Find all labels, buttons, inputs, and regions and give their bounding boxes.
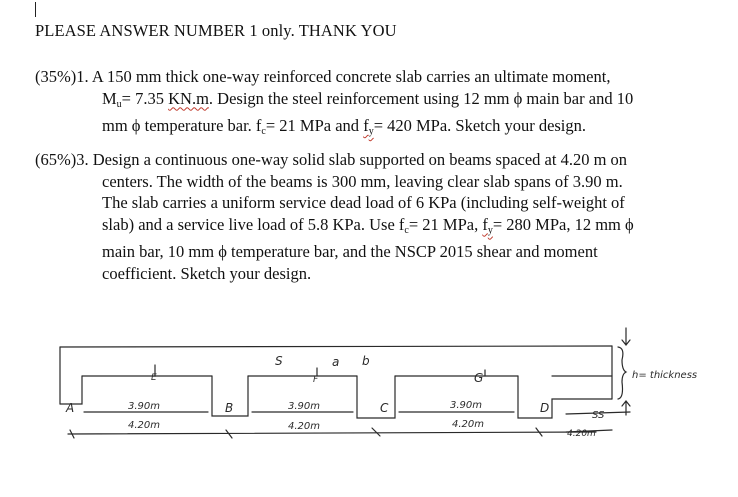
mid-label-e: E <box>151 373 157 383</box>
problem-3-line-3: The slab carries a uniform service dead load of 6 KPa (including self-weight of <box>102 193 625 212</box>
problem-3 <box>35 149 634 284</box>
fc-value-2: = 21 MPa, <box>408 214 483 234</box>
problem-3-line-4-rest: = 280 MPa, 12 mm ϕ <box>492 214 634 234</box>
clear-span-3: 3.90m <box>450 400 483 411</box>
fy-symbol: f <box>363 116 369 135</box>
top-label-a: a <box>332 355 340 369</box>
fc-value: = 21 MPa and <box>265 116 364 135</box>
fy-subscript: y <box>368 126 374 137</box>
center-span-1: 4.20m <box>128 420 161 431</box>
problem-1-line-2-rest: . Design the steel reinforcement using 12 mm ϕ main bar and 10 <box>208 88 634 108</box>
moment-value: = 7.35 <box>121 88 169 108</box>
problem-1-line-1: (35%)1. A 150 mm thick one-way reinforced concrete slab carries an ultimate moment, <box>35 67 611 86</box>
problem-3-line-1: (65%)3. Design a continuous one-way solid slab supported on beams spaced at 4.20 m on <box>35 150 628 169</box>
center-span-3: 4.20m <box>452 419 485 430</box>
thickness-brace <box>618 347 626 399</box>
break-mark: SS <box>592 410 605 421</box>
thickness-arrow-bottom <box>622 401 630 415</box>
problem-1-line-3-rest: = 420 MPa. Sketch your design. <box>373 116 587 135</box>
problem-1 <box>35 66 633 143</box>
clear-span-1: 3.90m <box>128 401 161 412</box>
moment-subscript: u <box>116 98 122 110</box>
fc-subscript-2: c <box>404 224 409 236</box>
moment-unit: KN.m <box>168 88 209 108</box>
mid-label-f: F <box>313 375 319 385</box>
clear-span-2: 3.90m <box>288 401 321 412</box>
problem-1-line-3-start: mm ϕ temperature bar. f <box>102 116 262 135</box>
mid-span-mark <box>155 365 485 376</box>
center-span-4: 4.20m <box>567 429 596 439</box>
support-label-d: D <box>540 401 550 415</box>
moment-symbol: M <box>102 88 117 108</box>
center-span-2: 4.20m <box>288 421 321 432</box>
support-label-c: C <box>380 401 389 415</box>
thickness-arrow-top <box>622 328 630 345</box>
problem-3-line-5: main bar, 10 mm ϕ temperature bar, and the NSCP 2015 shear and moment <box>102 242 598 261</box>
problem-3-line-4-start: slab) and a service live load of 5.8 KPa. Use f <box>102 214 405 234</box>
support-label-a: A <box>66 401 75 415</box>
fy-symbol-2: f <box>482 214 488 234</box>
support-label-b: B <box>225 401 234 415</box>
problem-3-line-6: coefficient. Sketch your design. <box>102 263 312 283</box>
text-cursor <box>35 2 36 17</box>
problem-1-line-3 <box>35 115 633 143</box>
problem-3-line-4 <box>35 214 634 242</box>
page-heading: PLEASE ANSWER NUMBER 1 only. THANK YOU <box>35 21 397 40</box>
slab-top-edge <box>60 346 612 347</box>
center-span-dim <box>68 432 596 434</box>
beam-a <box>60 376 82 404</box>
problem-1-line-2 <box>35 88 633 116</box>
top-label-s: S <box>275 354 283 368</box>
fc-subscript: c <box>261 126 266 137</box>
slab-sketch <box>0 320 738 497</box>
top-label-b: b <box>362 354 370 368</box>
mid-label-g: G <box>474 371 484 385</box>
fy-subscript-2: y <box>487 224 493 236</box>
beam-c <box>357 376 395 418</box>
thickness-note: h= thickness <box>632 370 698 381</box>
problem-3-line-2: centers. The width of the beams is 300 mm, leaving clear slab spans of 3.90 m. <box>102 171 623 191</box>
